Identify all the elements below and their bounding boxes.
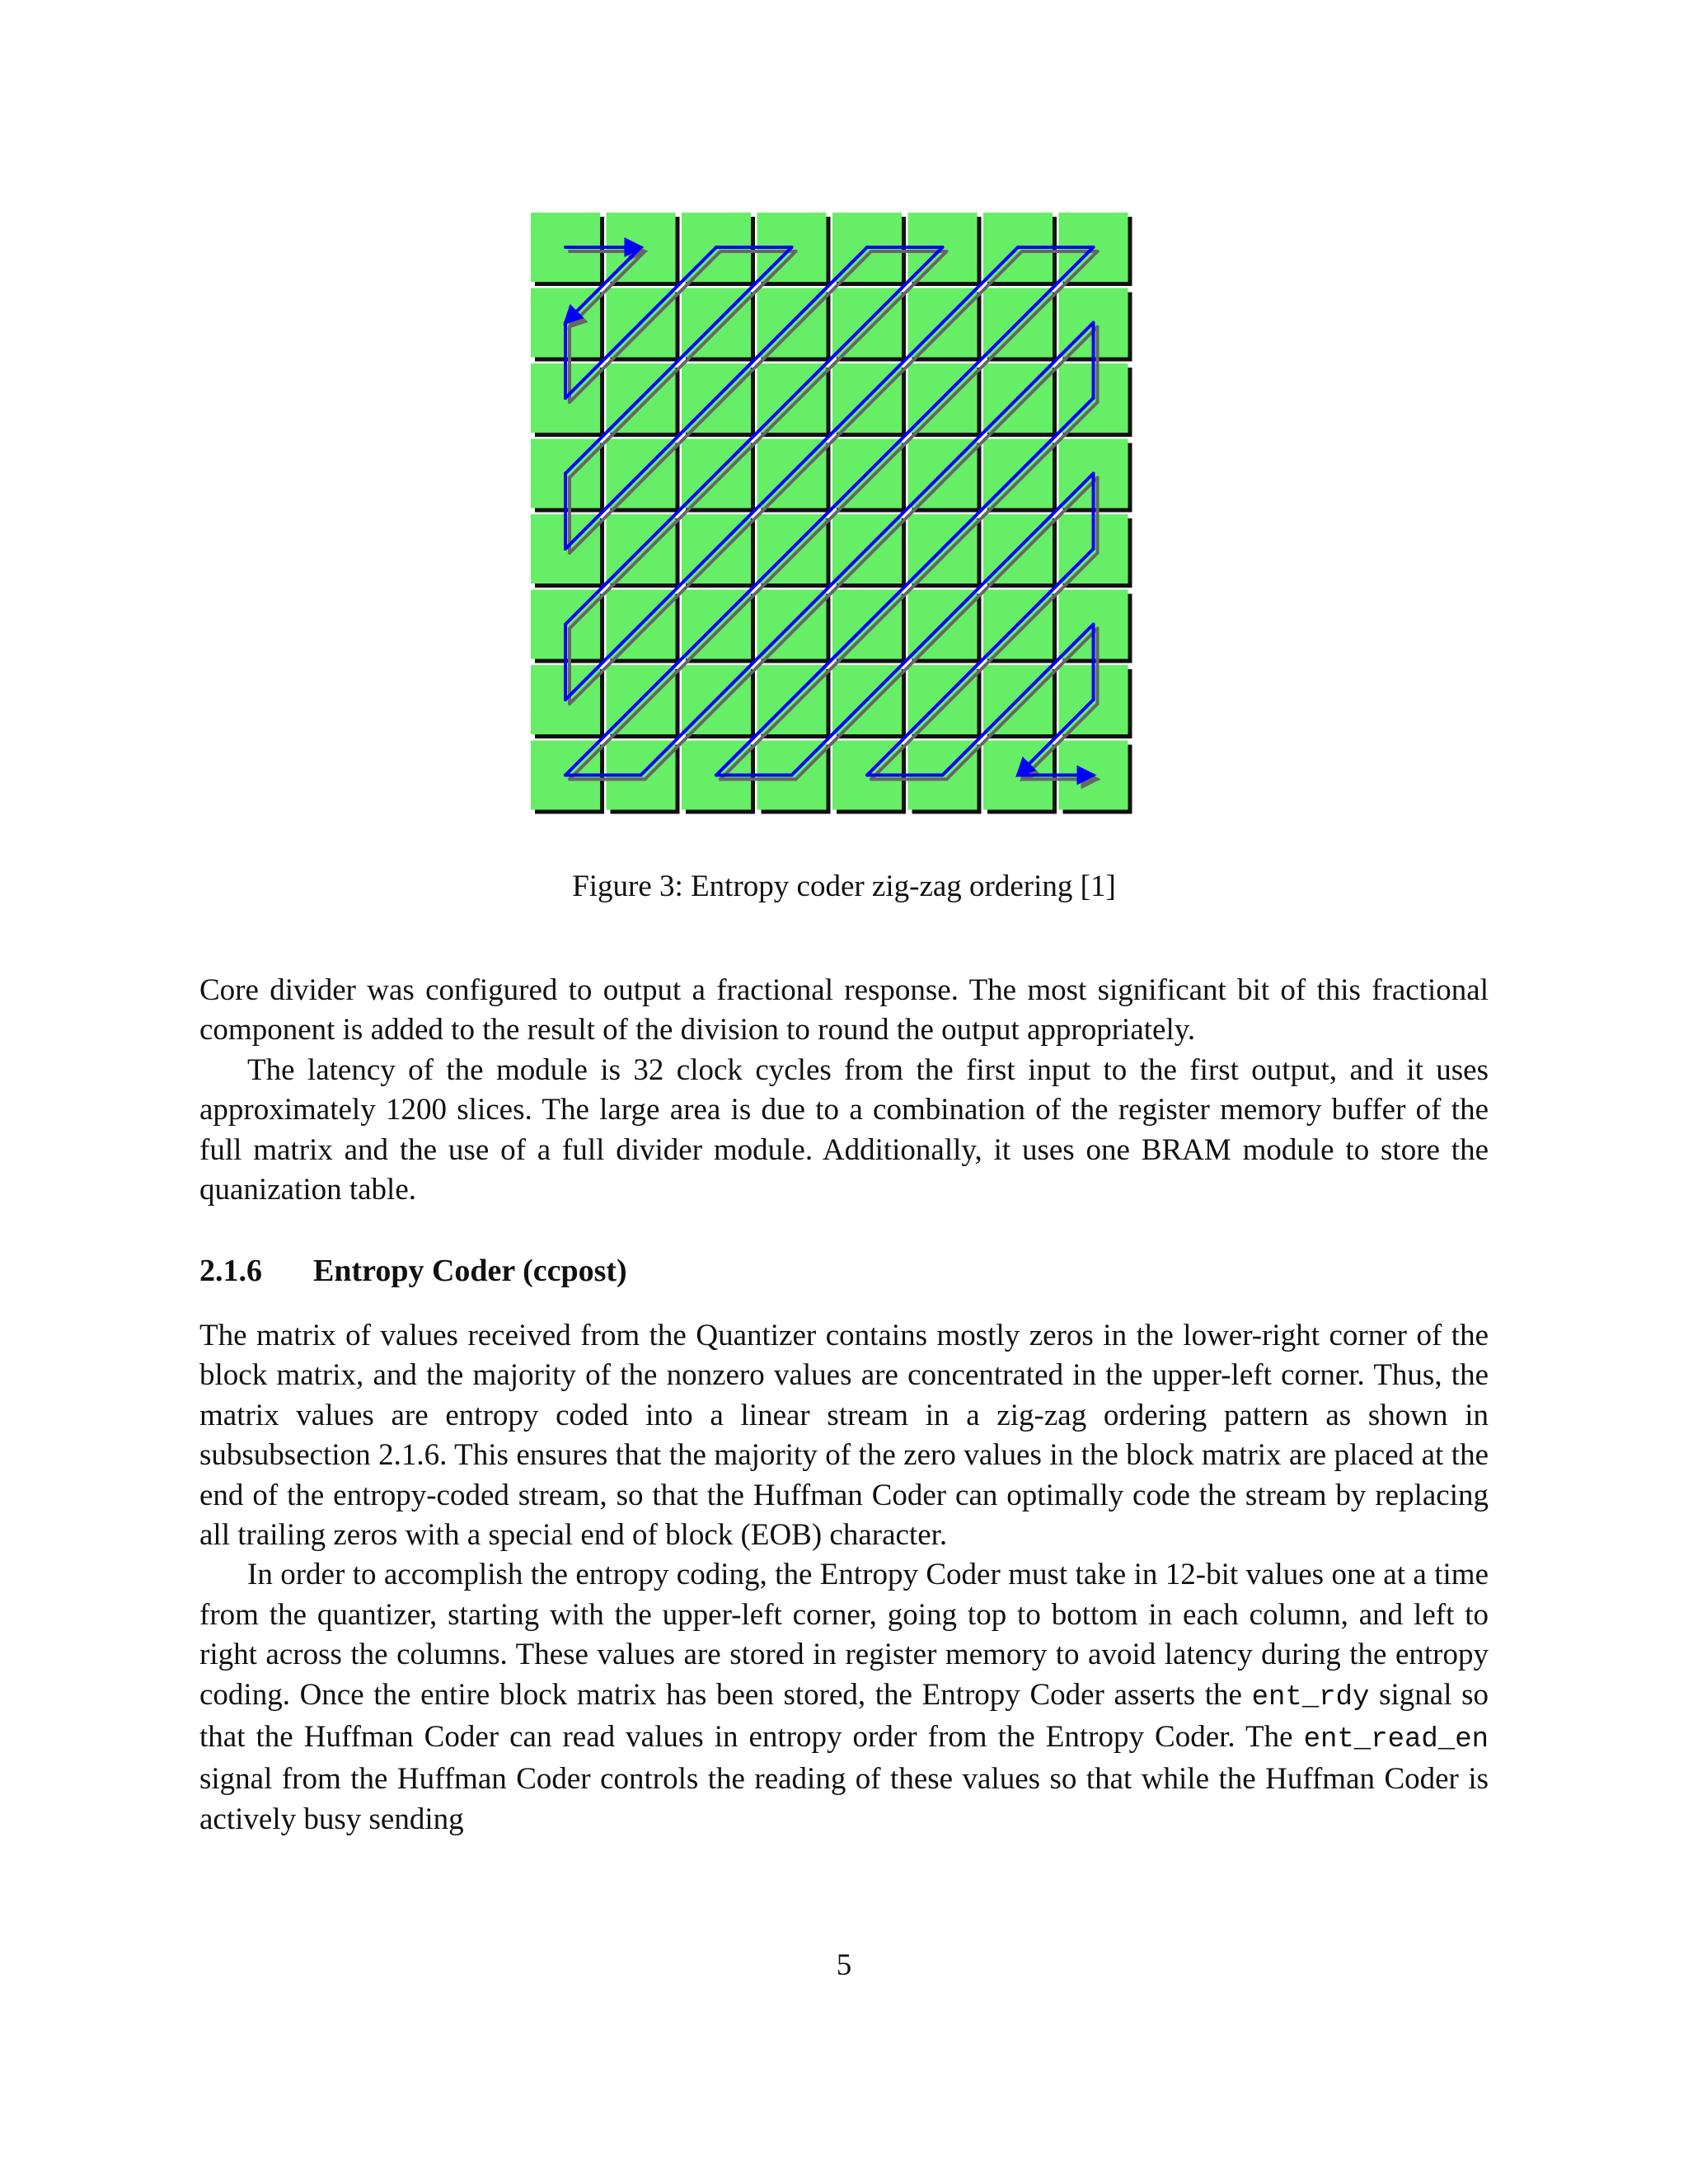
section-number: 2.1.6 xyxy=(199,1254,262,1288)
page-number: 5 xyxy=(836,1948,852,1982)
paragraph: The latency of the module is 32 clock cycles from the first input to the first output, and it uses approximately 1200 slices. The large area is due to a combination of the register memory buffer of the full matrix and the use of a full divider module. Additionally, it uses one BRAM module to store the quanization table. xyxy=(199,1052,1489,1207)
section-title: Entropy Coder (ccpost) xyxy=(313,1254,627,1288)
body-bottom xyxy=(199,1316,1489,1840)
signal-name: ent_rdy xyxy=(1251,1681,1370,1713)
signal-name: ent_read_en xyxy=(1303,1724,1489,1756)
body-top xyxy=(199,971,1489,1210)
paragraph xyxy=(199,1555,1489,1840)
paragraph: The matrix of values received from the Quantizer contains mostly zeros in the lower-right corner of the block matrix, and the majority of the nonzero values are concentrated in the upper-left corner. Thus, the matrix values are entropy coded into a linear stream in a zig-zag ordering pattern as shown in subsubsection 2.1.6. This ensures that the majority of the zero values in the block matrix are placed at the end of the entropy-coded stream, so that the Huffman Coder can optimally code the stream by replacing all trailing zeros with a special end of block (EOB) character. xyxy=(199,1319,1489,1553)
text-run: signal so that the Huffman Coder can read values in entropy order from the Entropy Coder. The xyxy=(199,1677,1489,1755)
grid-cells xyxy=(531,213,1132,814)
text-run: signal from the Huffman Coder controls the reading of these values so that while the Huffman Coder is actively busy sending xyxy=(199,1762,1489,1836)
section-heading xyxy=(199,1251,627,1291)
paragraph: Core divider was configured to output a fractional response. The most significant bit of this fractional component is added to the result of the division to round the output appropriately. xyxy=(199,973,1489,1047)
zigzag-figure xyxy=(531,213,1141,827)
text-run: In order to accomplish the entropy coding, the Entropy Coder must take in 12-bit values one at a time from the quantizer, starting with the upper-left corner, going top to bottom in each column, and left to right across the columns. These values are stored in register memory to avoid latency during the entropy coding. Once the entire block matrix has been stored, the Entropy Coder asserts the xyxy=(199,1558,1489,1712)
figure-caption: Figure 3: Entropy coder zig-zag ordering [1] xyxy=(572,869,1116,903)
